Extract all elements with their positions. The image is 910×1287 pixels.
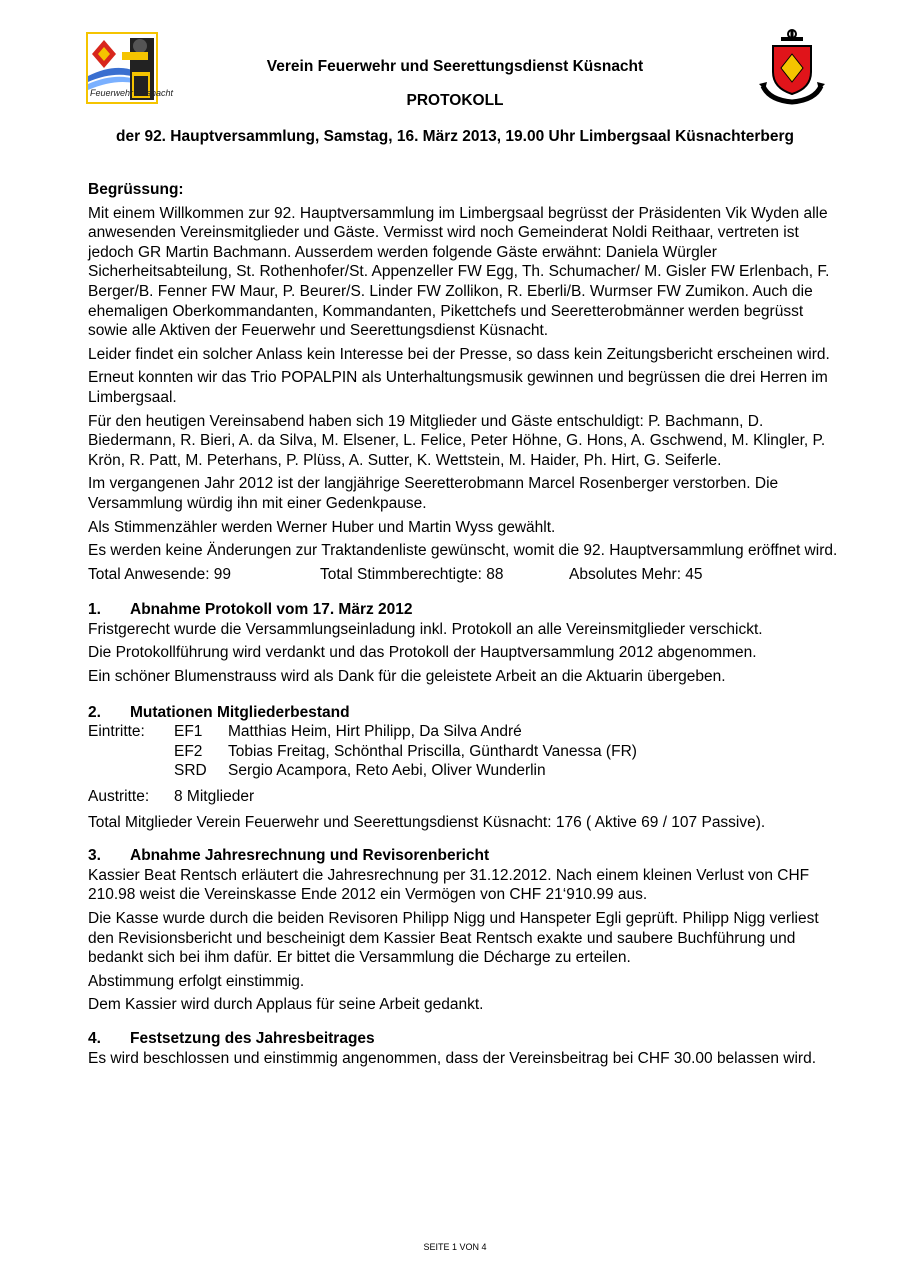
paragraph: Mit einem Willkommen zur 92. Hauptversammlung im Limbergsaal begrüsst der Präsidenten Vik Wyden alle anwesenden Vereinsmitglieder und Gäste. Vermisst wird noch Gemeinderat Noldi Reithaar, vertreten ist jedoch GR Martin Bachmann. Ausserdem werden folgende Gäste erwähnt: Daniela Würgler Sicherheitsabteilung, St. Rothenhofer/St. Appenzeller FW Egg, Th. Schumacher/ M. Gisler FW Erlenbach, F. Berger/B. Fenner FW Maur, P. Beurer/S. Linder FW Zollikon, R. Eberli/B. Wurmser FW Zumikon. Auch die ehemaligen Oberkommandanten, Kommandanten, Pikettchefs und Seeretterobmänner werden begrüsst sowie alle Aktiven der Feuerwehr und Seerettungsdienst Küsnacht. [88, 204, 830, 340]
section-title: Abnahme Protokoll vom 17. März 2012 [130, 601, 413, 619]
member-entries [88, 722, 838, 781]
paragraph: Kassier Beat Rentsch erläutert die Jahresrechnung per 31.12.2012. Nach einem kleinen Verlust von CHF 210.98 weist die Vereinskasse Ende 2012 ein Vermögen von CHF 21‘910.99 aus. [88, 866, 810, 904]
paragraph: Es werden keine Änderungen zur Traktandenliste gewünscht, womit die 92. Hauptversammlung eröffnet wird. [88, 542, 838, 560]
entries-label: Eintritte: [88, 723, 145, 741]
greeting-heading: Begrüssung: [88, 181, 184, 198]
entry-row [88, 722, 838, 742]
entry-code: EF1 [174, 723, 203, 741]
absolute-majority: Absolutes Mehr: 45 [569, 565, 703, 583]
organization-title: Verein Feuerwehr und Seerettungsdienst Küsnacht [266, 58, 644, 75]
page-number: SEITE 1 VON 4 [423, 1242, 487, 1252]
section-2-heading [88, 703, 838, 723]
entry-names: Matthias Heim, Hirt Philipp, Da Silva André [228, 723, 522, 741]
left-logo-text: Feuerwehr Küsnacht [90, 88, 174, 98]
paragraph: Leider findet ein solcher Anlass kein Interesse bei der Presse, so dass kein Zeitungsbericht erscheinen wird. [88, 345, 830, 363]
paragraph: Im vergangenen Jahr 2012 ist der langjährige Seeretterobmann Marcel Rosenberger verstorben. Die Versammlung würdig ihn mit einer Gedenkpause. [88, 475, 779, 512]
section-title: Festsetzung des Jahresbeitrages [130, 1029, 375, 1047]
total-voters: Total Stimmberechtigte: 88 [320, 565, 504, 583]
section-number: 1. [88, 601, 101, 619]
section-number: 3. [88, 847, 101, 865]
section-number: 2. [88, 703, 101, 721]
exits-label: Austritte: [88, 788, 150, 806]
section-1-heading [88, 600, 838, 620]
section-number: 4. [88, 1029, 101, 1047]
paragraph: Erneut konnten wir das Trio POPALPIN als Unterhaltungsmusik gewinnen und begrüssen die drei Herren im Limbergsaal. [88, 369, 828, 406]
protocol-content [88, 180, 838, 1072]
section-title: Abnahme Jahresrechnung und Revisorenbericht [130, 847, 490, 865]
paragraph: Die Kasse wurde durch die beiden Revisoren Philipp Nigg und Hanspeter Egli geprüft. Philipp Nigg verliest den Revisionsbericht und bescheinigt dem Kassier Beat Rentsch exakte und saubere Buchführung und bedankt sich bei ihm dafür. Er bittet die Versammlung die Décharge zu erteilen. [88, 910, 819, 967]
paragraph: Ein schöner Blumenstrauss wird als Dank für die geleistete Arbeit an die Aktuarin übergeben. [88, 668, 726, 686]
section-3-heading [88, 846, 838, 866]
entry-row [88, 742, 838, 762]
total-present: Total Anwesende: 99 [88, 565, 232, 583]
exits-value: 8 Mitglieder [174, 788, 255, 806]
document-title: PROTOKOLL [406, 92, 504, 109]
paragraph: Abstimmung erfolgt einstimmig. [88, 972, 305, 990]
paragraph: Fristgerecht wurde die Versammlungseinladung inkl. Protokoll an alle Vereinsmitglieder verschickt. [88, 620, 763, 638]
entry-names: Sergio Acampora, Reto Aebi, Oliver Wunderlin [228, 762, 546, 780]
entry-code: SRD [174, 762, 207, 780]
member-total: Total Mitglieder Verein Feuerwehr und Seerettungsdienst Küsnacht: 176 ( Aktive 69 / 107 Passive). [88, 813, 766, 831]
section-title: Mutationen Mitgliederbestand [130, 703, 350, 721]
section-4-heading [88, 1029, 838, 1049]
paragraph: Es wird beschlossen und einstimmig angenommen, dass der Vereinsbeitrag bei CHF 30.00 belassen wird. [88, 1049, 817, 1067]
entry-code: EF2 [174, 742, 203, 760]
paragraph: Für den heutigen Vereinsabend haben sich 19 Mitglieder und Gäste entschuldigt: P. Bachmann, D. Biedermann, R. Bieri, A. da Silva, M. Elsener, L. Felice, Peter Höhne, G. Hons, A. Gschwend, M. Klingler, P. Krön, R. Patt, M. Peterhans, P. Plüss, A. Sutter, K. Wettstein, M. Haider, Ph. Hirt, G. Seiferle. [88, 412, 826, 469]
exits-row [88, 787, 838, 807]
meeting-subtitle: der 92. Hauptversammlung, Samstag, 16. März 2013, 19.00 Uhr Limbergsaal Küsnachterberg [116, 128, 794, 145]
entry-names: Tobias Freitag, Schönthal Priscilla, Günthardt Vanessa (FR) [228, 742, 637, 760]
entry-row [88, 761, 838, 781]
paragraph: Dem Kassier wird durch Applaus für seine Arbeit gedankt. [88, 996, 484, 1014]
attendance-totals [88, 565, 838, 585]
paragraph: Als Stimmenzähler werden Werner Huber und Martin Wyss gewählt. [88, 518, 556, 536]
paragraph: Die Protokollführung wird verdankt und das Protokoll der Hauptversammlung 2012 abgenommen. [88, 644, 757, 662]
